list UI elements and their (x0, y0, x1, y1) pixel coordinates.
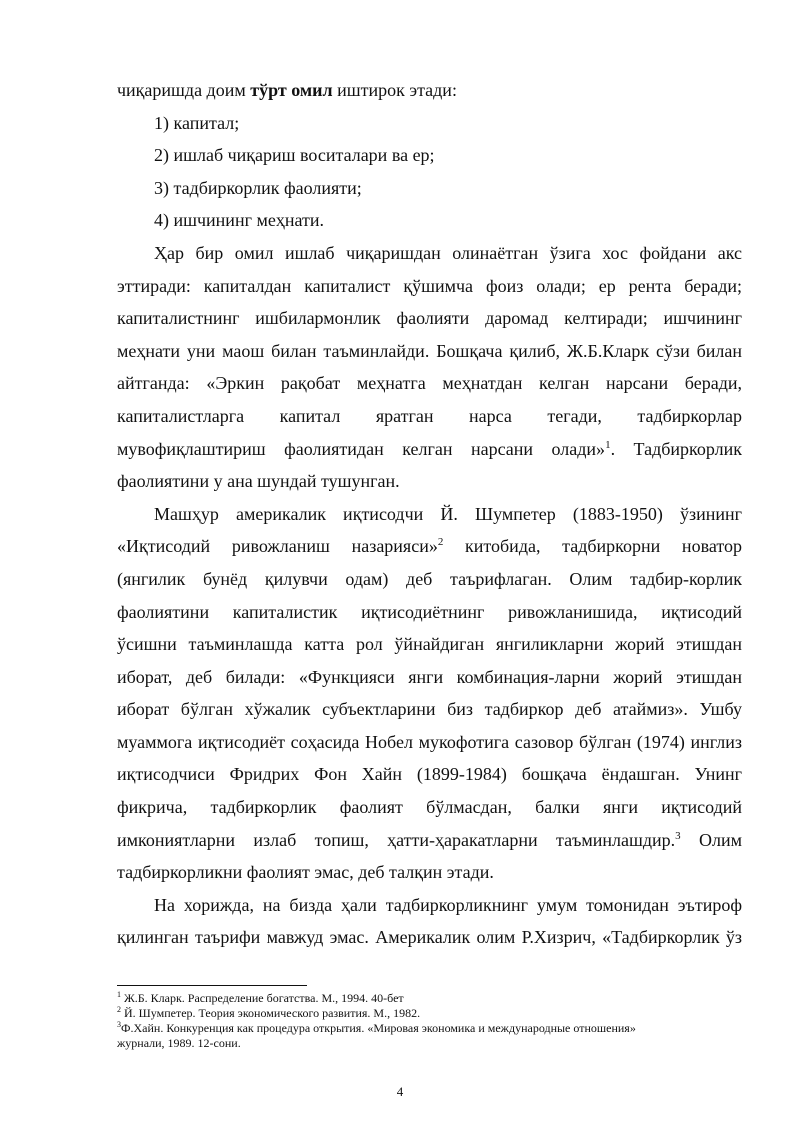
footnote-mark: 3 (117, 1020, 121, 1029)
text-line: қилинган таърифи мавжуд эмас. Америкалик олим Р.Хизрич, «Тадбиркорлик ўз (117, 927, 742, 948)
text-line: фаолиятини у ана шундай тушунган. (117, 471, 400, 492)
text-line: фикрича, тадбиркорлик фаолият бўлмасдан, балки янги иқтисодий (117, 797, 742, 818)
footnote-text: Ф.Хайн. Конкуренция как процедура открытия. «Мировая экономика и международные отношения» (121, 1021, 636, 1035)
footnotes (117, 991, 742, 1051)
footnote-mark: 2 (117, 1005, 121, 1014)
text-line: фаолиятини капиталистик иқтисодиётнинг ривожланишида, иқтисодий (117, 601, 742, 622)
text-line (117, 824, 742, 857)
footnote-continuation: журнали, 1989. 12-сони. (117, 1036, 241, 1050)
text-line: (янгилик бунёд қилувчи одам) деб таърифлаган. Олим тадбир-корлик (117, 568, 742, 589)
text-line (117, 433, 742, 466)
list-item: 4) ишчининг меҳнати. (154, 210, 324, 231)
text-line: иборат бўлган хўжалик субъектларини биз тадбиркор деб атаймиз». Ушбу (117, 699, 742, 720)
main-text (117, 74, 742, 954)
text-run: китобида, тадбиркорни новатор (443, 536, 742, 557)
text-run: «Иқтисодий ривожланиш назарияси» (117, 536, 438, 557)
footnote (117, 1021, 742, 1036)
text-line: ўсишни таъминлашда катта рол ўйнайдиган янгиликларни жорий этишдан (117, 634, 742, 655)
footnote (117, 1006, 742, 1021)
text-line: иборат, деб билади: «Функцияси янги комбинация-ларни жорий этишдан (117, 666, 742, 687)
text-line: иқтисодчиси Фридрих Фон Хайн (1899-1984) бошқача ёндашган. Унинг (117, 764, 742, 785)
text-line: меҳнати уни маош билан таъминлайди. Бошқача қилиб, Ж.Б.Кларк сўзи билан (117, 340, 742, 361)
text-line: муаммога иқтисодиёт соҳасида Нобел мукофотига сазовор бўлган (1974) инглиз (117, 731, 742, 752)
footnote (117, 991, 742, 1006)
text-line: эттиради: капиталдан капиталист қўшимча фоиз олади; ер рента беради; (117, 275, 742, 296)
list-item: 1) капитал; (154, 112, 240, 133)
text-line: Машҳур америкалик иқтисодчи Й. Шумпетер (1883-1950) ўзининг (154, 503, 742, 524)
footnote-ref: 3 (675, 829, 681, 842)
text-run: чиқаришда доим (117, 80, 251, 100)
text-line: айтганда: «Эркин рақобат меҳнатга меҳнатдан келган нарсани беради, (117, 373, 742, 394)
footnote-ref: 2 (437, 536, 444, 549)
footnote-ref: 1 (605, 438, 611, 451)
text-run: . Тадбиркорлик (610, 438, 742, 459)
text-line: капиталистнинг ишбилармонлик фаолияти даромад келтиради; ишчининг (117, 308, 742, 329)
text-line: капиталистларга капитал яратган нарса тегади, тадбиркорлар (117, 405, 742, 426)
text-run: мувофиқлаштириш фаолиятидан келган нарсани олади» (117, 438, 606, 459)
footnote-text: Ж.Б. Кларк. Распределение богатства. М., 1994. 40-бет (121, 991, 404, 1005)
text-line: тадбиркорликни фаолият эмас, деб талқин этади. (117, 862, 494, 883)
text-run: Олим (680, 829, 742, 850)
list-item: 2) ишлаб чиқариш воситалари ва ер; (154, 145, 435, 166)
text-run: иштирок этади: (332, 80, 457, 100)
list-item: 3) тадбиркорлик фаолияти; (154, 177, 362, 198)
text-line: На хорижда, на бизда ҳали тадбиркорликнинг умум томонидан эътироф (154, 894, 742, 915)
page-number: 4 (396, 1084, 404, 1099)
text-run: имкониятларни излаб топиш, ҳатти-ҳаракатларни таъминлашдир. (117, 829, 676, 850)
text-line: Ҳар бир омил ишлаб чиқаришдан олинаётган ўзига хос фойдани акс (154, 242, 742, 263)
bold-phrase: тўрт омил (250, 80, 333, 100)
footnote-mark: 1 (117, 990, 121, 999)
footnote-divider (117, 985, 307, 986)
footnote-text: Й. Шумпетер. Теория экономического развития. М., 1982. (121, 1006, 421, 1020)
text-line (117, 530, 742, 563)
text-line (117, 74, 742, 107)
